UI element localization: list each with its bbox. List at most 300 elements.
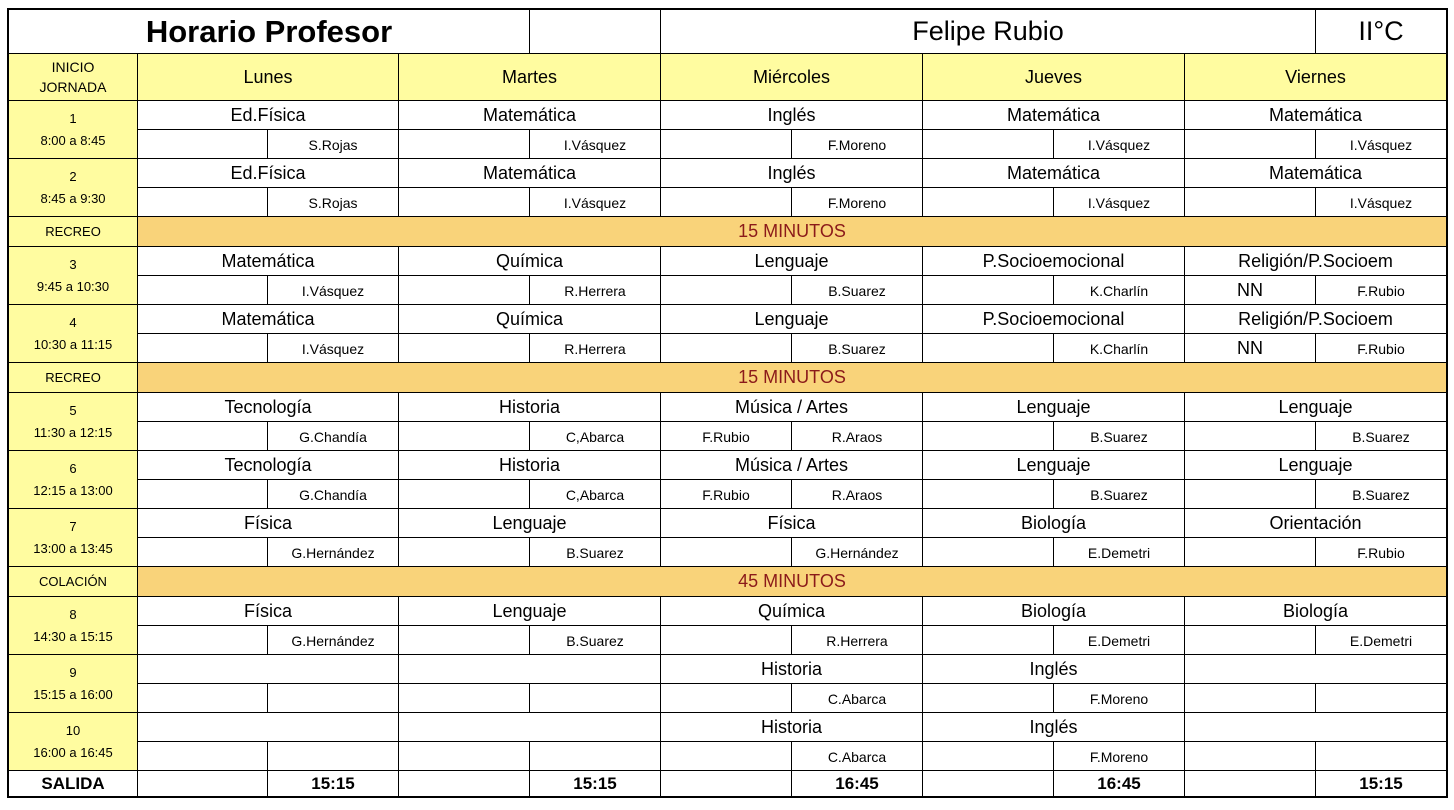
subject-name: Inglés: [767, 162, 816, 183]
subject-cell: [923, 597, 1185, 626]
subject-name: Lenguaje: [1278, 396, 1353, 417]
period-time: 11:30 a 12:15: [33, 424, 113, 440]
day-label: Lunes: [243, 66, 293, 87]
subject-name: Matemática: [1268, 162, 1363, 183]
teacher-name: R.Araos: [831, 429, 883, 445]
teacher-left-cell: [661, 276, 792, 305]
subject-cell: [399, 159, 661, 188]
teacher-name: G.Hernández: [291, 633, 375, 649]
subject-name: Lenguaje: [492, 600, 567, 621]
period-label-cell: [7, 713, 138, 771]
title-cell: [7, 8, 530, 54]
teacher-left-cell: [138, 422, 268, 451]
subject-cell: [1185, 597, 1448, 626]
subject-name: Ed.Física: [230, 162, 306, 183]
teacher-name: I.Vásquez: [1087, 195, 1151, 211]
period-label-cell: [7, 509, 138, 567]
teacher-name: I.Vásquez: [1349, 195, 1413, 211]
period-label-cell: [7, 393, 138, 451]
teacher-left-cell: [661, 480, 792, 509]
day-label: Miércoles: [752, 66, 831, 87]
teacher-name: B.Suarez: [1352, 429, 1410, 445]
corner-label: INICIO JORNADA: [7, 54, 138, 101]
break-text: 45 MINUTOS: [738, 571, 846, 591]
teacher-name: S.Rojas: [308, 195, 358, 211]
subject-cell: [138, 247, 399, 276]
teacher-cell: [792, 130, 923, 159]
teacher-cell: [792, 188, 923, 217]
teacher-cell: [1316, 626, 1448, 655]
day-label: Martes: [501, 66, 557, 87]
day-label: Viernes: [1285, 66, 1346, 87]
teacher-name: E.Demetri: [1349, 633, 1413, 649]
subject-cell: [138, 655, 399, 684]
teacher-name: B.Suarez: [1090, 487, 1148, 503]
teacher-name: F.Rubio: [1357, 283, 1405, 299]
period-label-cell: [7, 655, 138, 713]
teacher-name: R.Herrera: [564, 341, 626, 357]
subject-name: Inglés: [1029, 716, 1078, 737]
subject-name: Lenguaje: [1016, 454, 1091, 475]
period-time: 12:15 a 13:00: [33, 482, 113, 498]
exit-time: 15:15: [573, 773, 617, 793]
subject-cell: [661, 101, 923, 130]
subject-cell: [1185, 713, 1448, 742]
teacher-cell: [792, 684, 923, 713]
teacher-cell: [268, 130, 399, 159]
teacher-cell: [1316, 422, 1448, 451]
teacher-left-cell: [138, 626, 268, 655]
title-blank-cell: [530, 8, 661, 54]
subject-cell: [923, 247, 1185, 276]
subject-cell: [138, 101, 399, 130]
subject-cell: [138, 393, 399, 422]
teacher-cell: [1054, 130, 1185, 159]
subject-cell: [399, 101, 661, 130]
subject-name: Historia: [498, 454, 560, 475]
teacher-cell: [1316, 684, 1448, 713]
subject-cell: [923, 159, 1185, 188]
teacher-name: C.Abarca: [827, 749, 887, 765]
teacher-left-cell: [399, 626, 530, 655]
subject-cell: [138, 305, 399, 334]
teacher-name: I.Vásquez: [301, 283, 365, 299]
teacher-left-cell: [1185, 422, 1316, 451]
subject-name: Historia: [498, 396, 560, 417]
period-time: 9:45 a 10:30: [36, 278, 110, 294]
subject-name: Matemática: [482, 104, 577, 125]
subject-name: Física: [243, 512, 292, 533]
teacher-name: E.Demetri: [1087, 633, 1151, 649]
teacher-name: I.Vásquez: [301, 341, 365, 357]
teacher-cell: [530, 538, 661, 567]
teacher-cell: [268, 188, 399, 217]
subject-name: Matemática: [1268, 104, 1363, 125]
teacher-left-cell: [1185, 480, 1316, 509]
teacher-name: B.Suarez: [1352, 487, 1410, 503]
period-number: 3: [69, 256, 77, 272]
teacher-cell: [792, 334, 923, 363]
subject-cell: [399, 451, 661, 480]
teacher-cell: [268, 538, 399, 567]
page-title: Horario Profesor: [145, 13, 393, 49]
subject-name: Matemática: [221, 250, 315, 271]
teacher-name: G.Chandía: [299, 429, 367, 445]
teacher-left-cell: [923, 130, 1054, 159]
teacher-left-cell: [399, 188, 530, 217]
period-number: 5: [69, 402, 77, 418]
teacher-left-cell: [138, 188, 268, 217]
day-label: Jueves: [1024, 66, 1083, 87]
teacher-left-cell: [1185, 276, 1316, 305]
teacher-cell: [792, 742, 923, 771]
subject-cell: [661, 247, 923, 276]
teacher-name: G.Chandía: [299, 487, 367, 503]
subject-cell: [399, 247, 661, 276]
teacher-left-cell: [1185, 188, 1316, 217]
period-label-cell: [7, 101, 138, 159]
schedule-grid: [7, 8, 1448, 798]
teacher-left-cell: [1185, 538, 1316, 567]
exit-time: 15:15: [311, 773, 355, 793]
teacher-left-cell: [661, 742, 792, 771]
teacher-name: C.Abarca: [827, 691, 887, 707]
subject-name: Lenguaje: [754, 250, 829, 271]
footer-blank-cell: [399, 771, 530, 798]
subject-name: Religión/P.Socioem: [1238, 250, 1393, 271]
break-banner: [138, 567, 1448, 597]
subject-name: Matemática: [1006, 162, 1101, 183]
teacher-left-cell: [923, 188, 1054, 217]
break-banner: [138, 217, 1448, 247]
teacher-cell: [1054, 422, 1185, 451]
teacher-cell: [1054, 742, 1185, 771]
teacher-cell: [530, 334, 661, 363]
teacher-left-cell: [138, 684, 268, 713]
period-number: 6: [69, 460, 77, 476]
teacher-name: S.Rojas: [308, 137, 358, 153]
subject-cell: [1185, 509, 1448, 538]
subject-name: Música / Artes: [734, 396, 849, 417]
teacher-name: R.Herrera: [564, 283, 626, 299]
teacher-left-cell: [138, 130, 268, 159]
subject-name: Matemática: [482, 162, 577, 183]
teacher-cell: [1316, 276, 1448, 305]
subject-cell: [923, 101, 1185, 130]
subject-cell: [138, 597, 399, 626]
break-label-cell: [7, 567, 138, 597]
teacher-name: I.Vásquez: [1087, 137, 1151, 153]
break-text: 15 MINUTOS: [738, 367, 846, 387]
subject-cell: [661, 451, 923, 480]
subject-cell: [661, 159, 923, 188]
subject-name: Lenguaje: [754, 308, 829, 329]
teacher-cell: [268, 334, 399, 363]
teacher-cell: [1054, 188, 1185, 217]
teacher-left-cell: [661, 684, 792, 713]
subject-name: Lenguaje: [1016, 396, 1091, 417]
teacher-cell: [530, 480, 661, 509]
subject-cell: [138, 509, 399, 538]
day-header-2: [661, 54, 923, 101]
teacher-cell: [1054, 684, 1185, 713]
exit-time-cell: [792, 771, 923, 798]
teacher-cell: [1054, 334, 1185, 363]
teacher-left-cell: [661, 626, 792, 655]
period-time: 8:00 a 8:45: [40, 132, 106, 148]
teacher-left-cell: [138, 538, 268, 567]
subject-name: Química: [495, 308, 564, 329]
course-label: II°C: [1358, 16, 1404, 46]
teacher-name: B.Suarez: [828, 341, 886, 357]
subject-cell: [661, 597, 923, 626]
teacher-left: NN: [1237, 279, 1263, 300]
subject-name: Tecnología: [224, 396, 312, 417]
teacher-cell: [1316, 480, 1448, 509]
subject-name: Matemática: [1006, 104, 1101, 125]
teacher-cell: [530, 130, 661, 159]
teacher-left-cell: [399, 742, 530, 771]
period-number: 1: [69, 110, 77, 126]
teacher-left-cell: [661, 538, 792, 567]
teacher-name: F.Moreno: [1089, 749, 1149, 765]
teacher-name: K.Charlín: [1089, 283, 1149, 299]
subject-cell: [661, 305, 923, 334]
subject-cell: [138, 713, 399, 742]
teacher-cell: [268, 684, 399, 713]
teacher-left-cell: [661, 422, 792, 451]
teacher-cell: [268, 422, 399, 451]
period-time: 10:30 a 11:15: [33, 336, 113, 352]
footer-blank-cell: [1185, 771, 1316, 798]
subject-name: Biología: [1020, 512, 1087, 533]
teacher-left-cell: [923, 626, 1054, 655]
teacher-left-cell: [1185, 626, 1316, 655]
subject-cell: [1185, 305, 1448, 334]
teacher-cell: [268, 276, 399, 305]
subject-cell: [661, 509, 923, 538]
period-label-cell: [7, 305, 138, 363]
teacher-cell: [268, 480, 399, 509]
subject-cell: [399, 597, 661, 626]
course-cell: [1316, 8, 1448, 54]
footer-blank-cell: [923, 771, 1054, 798]
teacher-left: F.Rubio: [702, 429, 750, 445]
subject-cell: [923, 713, 1185, 742]
teacher-name: R.Herrera: [826, 633, 888, 649]
subject-cell: [1185, 247, 1448, 276]
break-banner: [138, 363, 1448, 393]
period-number: 2: [69, 168, 77, 184]
subject-name: Historia: [760, 658, 822, 679]
subject-name: Biología: [1282, 600, 1349, 621]
subject-cell: [661, 393, 923, 422]
teacher-cell: [1316, 742, 1448, 771]
teacher-left-cell: [399, 334, 530, 363]
teacher-cell: [661, 8, 1316, 54]
period-label-cell: [7, 451, 138, 509]
exit-time-cell: [530, 771, 661, 798]
period-number: 4: [69, 314, 77, 330]
subject-name: P.Socioemocional: [982, 308, 1125, 329]
break-label: RECREO: [45, 224, 101, 239]
teacher-left-cell: [1185, 742, 1316, 771]
subject-cell: [399, 713, 661, 742]
subject-name: Inglés: [1029, 658, 1078, 679]
teacher-name: G.Hernández: [815, 545, 899, 561]
subject-name: Biología: [1020, 600, 1087, 621]
teacher-cell: [792, 538, 923, 567]
period-number: 10: [65, 722, 81, 738]
period-label-cell: [7, 247, 138, 305]
teacher-left-cell: [1185, 130, 1316, 159]
teacher-left-cell: [138, 334, 268, 363]
teacher-name: G.Hernández: [291, 545, 375, 561]
subject-name: Inglés: [767, 104, 816, 125]
subject-name: Tecnología: [224, 454, 312, 475]
teacher-cell: [1054, 626, 1185, 655]
subject-cell: [923, 451, 1185, 480]
day-header-3: [923, 54, 1185, 101]
subject-cell: [399, 393, 661, 422]
exit-time-cell: [268, 771, 399, 798]
break-label: RECREO: [45, 370, 101, 385]
subject-cell: [923, 305, 1185, 334]
teacher-name: I.Vásquez: [563, 195, 627, 211]
teacher-cell: [792, 422, 923, 451]
subject-name: Matemática: [221, 308, 315, 329]
teacher-left-cell: [661, 334, 792, 363]
exit-time-cell: [1054, 771, 1185, 798]
teacher-name: F.Moreno: [827, 195, 887, 211]
teacher-left-cell: [399, 684, 530, 713]
period-time: 8:45 a 9:30: [40, 190, 106, 206]
subject-name: Religión/P.Socioem: [1238, 308, 1393, 329]
break-label: COLACIÓN: [39, 574, 107, 589]
teacher-cell: [530, 626, 661, 655]
subject-cell: [399, 655, 661, 684]
subject-cell: [923, 509, 1185, 538]
teacher-left-cell: [923, 480, 1054, 509]
teacher-left-cell: [399, 422, 530, 451]
subject-name: Lenguaje: [492, 512, 567, 533]
period-number: 7: [69, 518, 77, 534]
teacher-name: F.Moreno: [827, 137, 887, 153]
teacher-name: R.Araos: [831, 487, 883, 503]
teacher-left-cell: [923, 684, 1054, 713]
subject-cell: [923, 393, 1185, 422]
subject-cell: [138, 159, 399, 188]
teacher-name: F.Rubio: [1357, 341, 1405, 357]
teacher-left: F.Rubio: [702, 487, 750, 503]
subject-cell: [661, 655, 923, 684]
teacher-cell: [530, 742, 661, 771]
subject-name: Lenguaje: [1278, 454, 1353, 475]
subject-name: Orientación: [1269, 512, 1362, 533]
teacher-left-cell: [1185, 684, 1316, 713]
teacher-cell: [1054, 538, 1185, 567]
teacher-cell: [1054, 480, 1185, 509]
teacher-name: Felipe Rubio: [912, 16, 1064, 46]
period-number: 9: [69, 664, 77, 680]
subject-name: Historia: [760, 716, 822, 737]
teacher-cell: [1054, 276, 1185, 305]
subject-name: Física: [767, 512, 816, 533]
teacher-cell: [792, 480, 923, 509]
teacher-name: B.Suarez: [828, 283, 886, 299]
teacher-cell: [268, 742, 399, 771]
teacher-cell: [1316, 538, 1448, 567]
teacher-name: B.Suarez: [566, 633, 624, 649]
period-label-cell: [7, 159, 138, 217]
teacher-cell: [268, 626, 399, 655]
teacher-name: I.Vásquez: [563, 137, 627, 153]
teacher-cell: [1316, 334, 1448, 363]
subject-cell: [923, 655, 1185, 684]
day-header-0: [138, 54, 399, 101]
subject-cell: [661, 713, 923, 742]
break-label-cell: [7, 363, 138, 393]
day-header-4: [1185, 54, 1448, 101]
teacher-name: B.Suarez: [1090, 429, 1148, 445]
subject-cell: [1185, 655, 1448, 684]
period-label-cell: [7, 597, 138, 655]
teacher-name: B.Suarez: [566, 545, 624, 561]
teacher-left-cell: [138, 480, 268, 509]
subject-cell: [1185, 451, 1448, 480]
teacher-cell: [792, 626, 923, 655]
teacher-cell: [530, 276, 661, 305]
teacher-left-cell: [138, 276, 268, 305]
teacher-left-cell: [923, 276, 1054, 305]
teacher-left-cell: [399, 276, 530, 305]
footer-label: SALIDA: [41, 773, 105, 793]
teacher-cell: [530, 684, 661, 713]
teacher-left-cell: [923, 334, 1054, 363]
footer-blank-cell: [138, 771, 268, 798]
subject-cell: [1185, 159, 1448, 188]
teacher-cell: [530, 188, 661, 217]
teacher-left-cell: [661, 188, 792, 217]
subject-name: Química: [757, 600, 826, 621]
exit-time: 16:45: [1097, 773, 1141, 793]
teacher-left-cell: [923, 742, 1054, 771]
subject-name: P.Socioemocional: [982, 250, 1125, 271]
period-number: 8: [69, 606, 77, 622]
teacher-cell: [1316, 130, 1448, 159]
teacher-left: NN: [1237, 337, 1263, 358]
exit-time-cell: [1316, 771, 1448, 798]
teacher-name: K.Charlín: [1089, 341, 1149, 357]
period-time: 14:30 a 15:15: [33, 628, 113, 644]
teacher-name: C,Abarca: [565, 487, 625, 503]
exit-time: 15:15: [1359, 773, 1403, 793]
period-time: 13:00 a 13:45: [33, 540, 113, 556]
break-label-cell: [7, 217, 138, 247]
break-text: 15 MINUTOS: [738, 221, 846, 241]
exit-time: 16:45: [835, 773, 879, 793]
subject-name: Música / Artes: [734, 454, 849, 475]
footer-label-cell: [7, 771, 138, 798]
footer-blank-cell: [661, 771, 792, 798]
teacher-name: E.Demetri: [1087, 545, 1151, 561]
teacher-left-cell: [1185, 334, 1316, 363]
subject-cell: [1185, 101, 1448, 130]
teacher-left-cell: [138, 742, 268, 771]
teacher-cell: [1316, 188, 1448, 217]
teacher-name: I.Vásquez: [1349, 137, 1413, 153]
teacher-left-cell: [923, 538, 1054, 567]
